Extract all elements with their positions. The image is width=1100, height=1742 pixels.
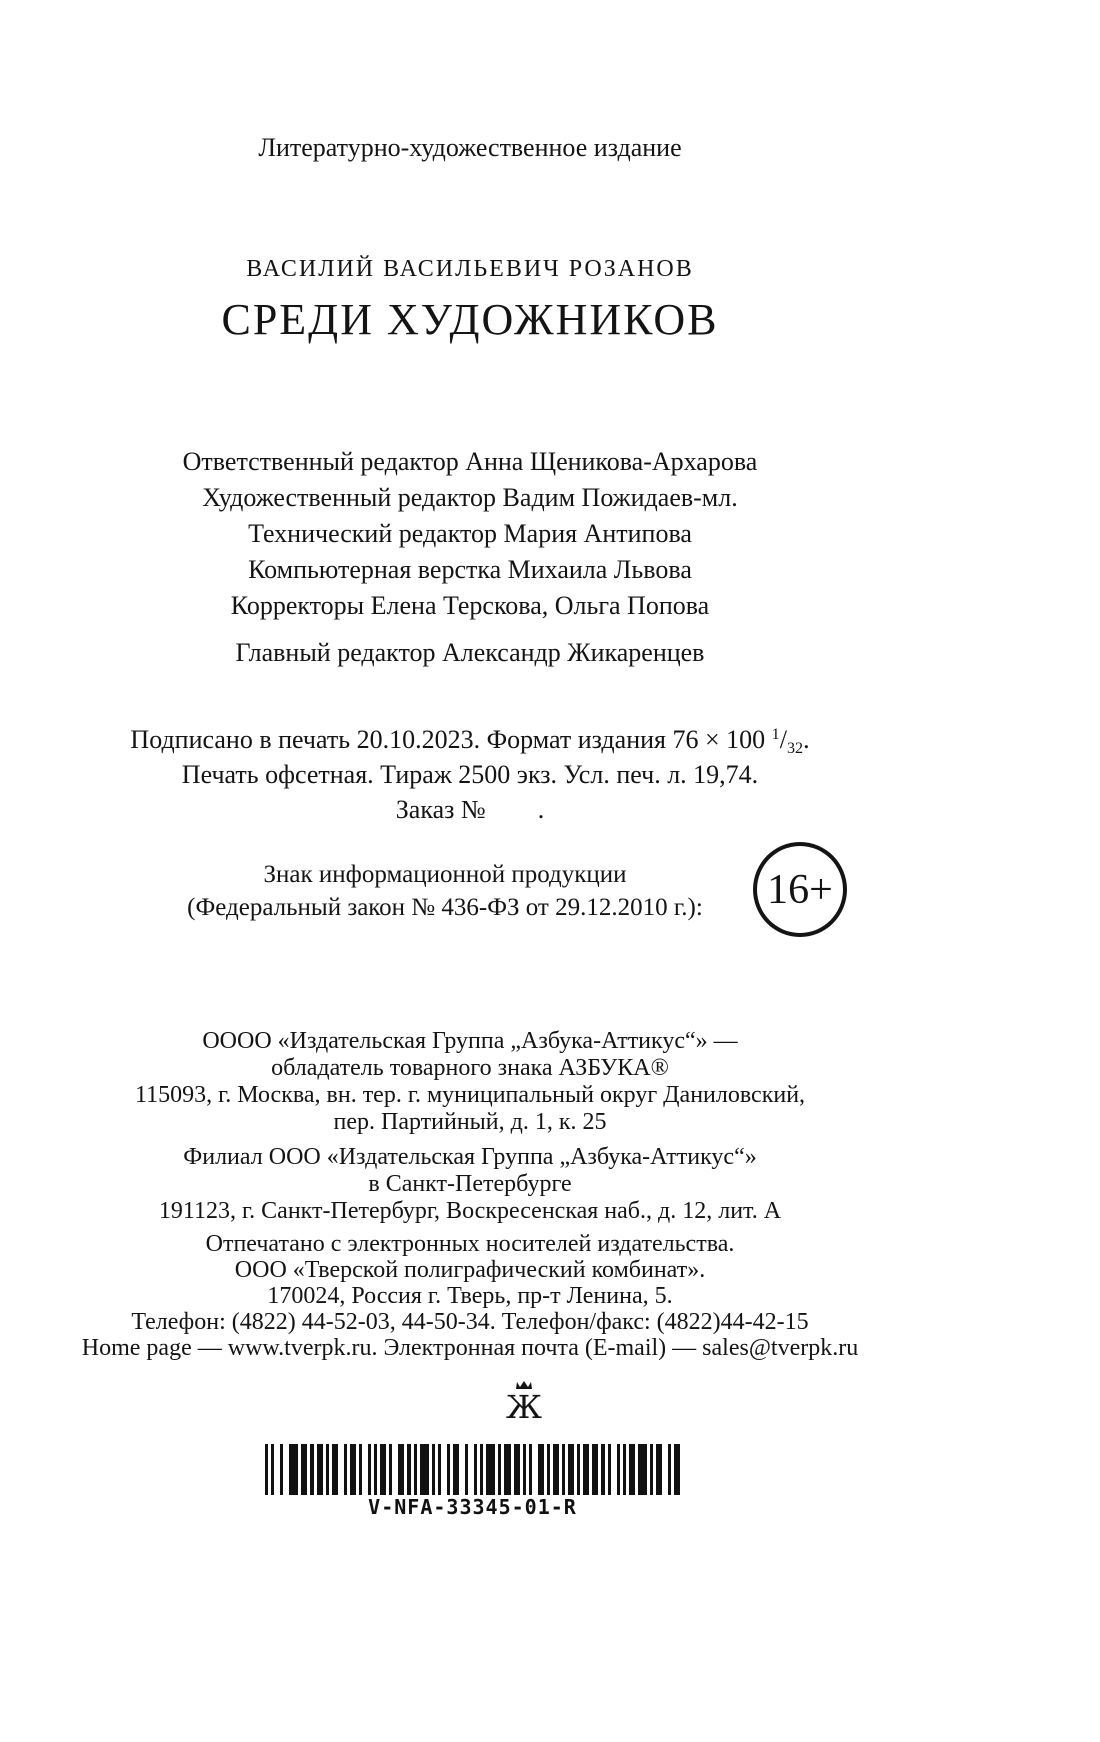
printing-house-line: ООО «Тверской полиграфический комбинат». [234,1257,706,1283]
branch-block [0,1144,940,1225]
print-run-line [0,722,940,757]
edition-label: Литературно-художественное издание [258,133,682,162]
publisher-line: пер. Партийный, д. 1, к. 25 [333,1109,607,1135]
publisher-line: обладатель товарного знака АЗБУКА® [271,1055,669,1081]
branch-line: 191123, г. Санкт-Петербург, Воскресенская наб., д. 12, лит. А [158,1198,782,1224]
author-name: ВАСИЛИЙ ВАСИЛЬЕВИЧ РОЗАНОВ [246,256,694,282]
chief-editor-line: Главный редактор Александр Жикаренцев [235,638,705,667]
staff-line: Ответственный редактор Анна Щеникова-Архарова [182,447,758,476]
book-title: СРЕДИ ХУДОЖНИКОВ [221,295,719,344]
publisher-block [0,1028,940,1136]
fraction-slash: / [779,725,787,754]
branch-line: Филиал ООО «Издательская Группа „Азбука-Аттикус“» [183,1144,757,1170]
format-text-end: . [803,725,810,754]
age-rating-badge: 16+ [753,842,847,937]
publisher-line: ОООО «Издательская Группа „Азбука-Аттикус“» — [202,1028,738,1054]
publisher-line: 115093, г. Москва, вн. тер. г. муниципальный округ Даниловский, [134,1082,806,1108]
svg-text:Ж: Ж [506,1388,542,1422]
fraction-denominator: 32 [786,740,804,757]
staff-block [0,444,940,624]
printing-house-line: Home page — www.tverpk.ru. Электронная почта (E-mail) — sales@tverpk.ru [81,1335,859,1361]
staff-line: Технический редактор Мария Антипова [248,519,692,548]
publisher-logo-icon [504,1380,544,1422]
staff-line: Корректоры Елена Терскова, Ольга Попова [230,591,710,620]
branch-line: в Санкт-Петербурге [368,1171,572,1197]
age-rating-caption-line: (Федеральный закон № 436-ФЗ от 29.12.2010 г.): [187,894,703,921]
print-info-block [0,722,940,827]
fraction-numerator: 1 [771,726,780,743]
barcode-image [265,1444,680,1495]
printing-house-block [0,1231,940,1361]
barcode-code: V-NFA-33345-01-R [368,1495,577,1519]
order-line: Заказ № . [395,795,545,824]
age-rating-caption-line: Знак информационной продукции [263,861,627,888]
staff-line: Художественный редактор Вадим Пожидаев-мл. [202,483,738,512]
print-run-line: Печать офсетная. Тираж 2500 экз. Усл. печ. л. 19,74. [181,760,759,789]
format-text: Подписано в печать 20.10.2023. Формат издания 76 × 100 [130,725,772,754]
printing-house-line: Телефон: (4822) 44-52-03, 44-50-34. Телефон/факс: (4822)44-42-15 [131,1309,809,1335]
staff-line: Компьютерная верстка Михаила Львова [248,555,692,584]
printing-house-line: 170024, Россия г. Тверь, пр-т Ленина, 5. [267,1283,673,1309]
printing-house-line: Отпечатано с электронных носителей издательства. [205,1231,735,1257]
